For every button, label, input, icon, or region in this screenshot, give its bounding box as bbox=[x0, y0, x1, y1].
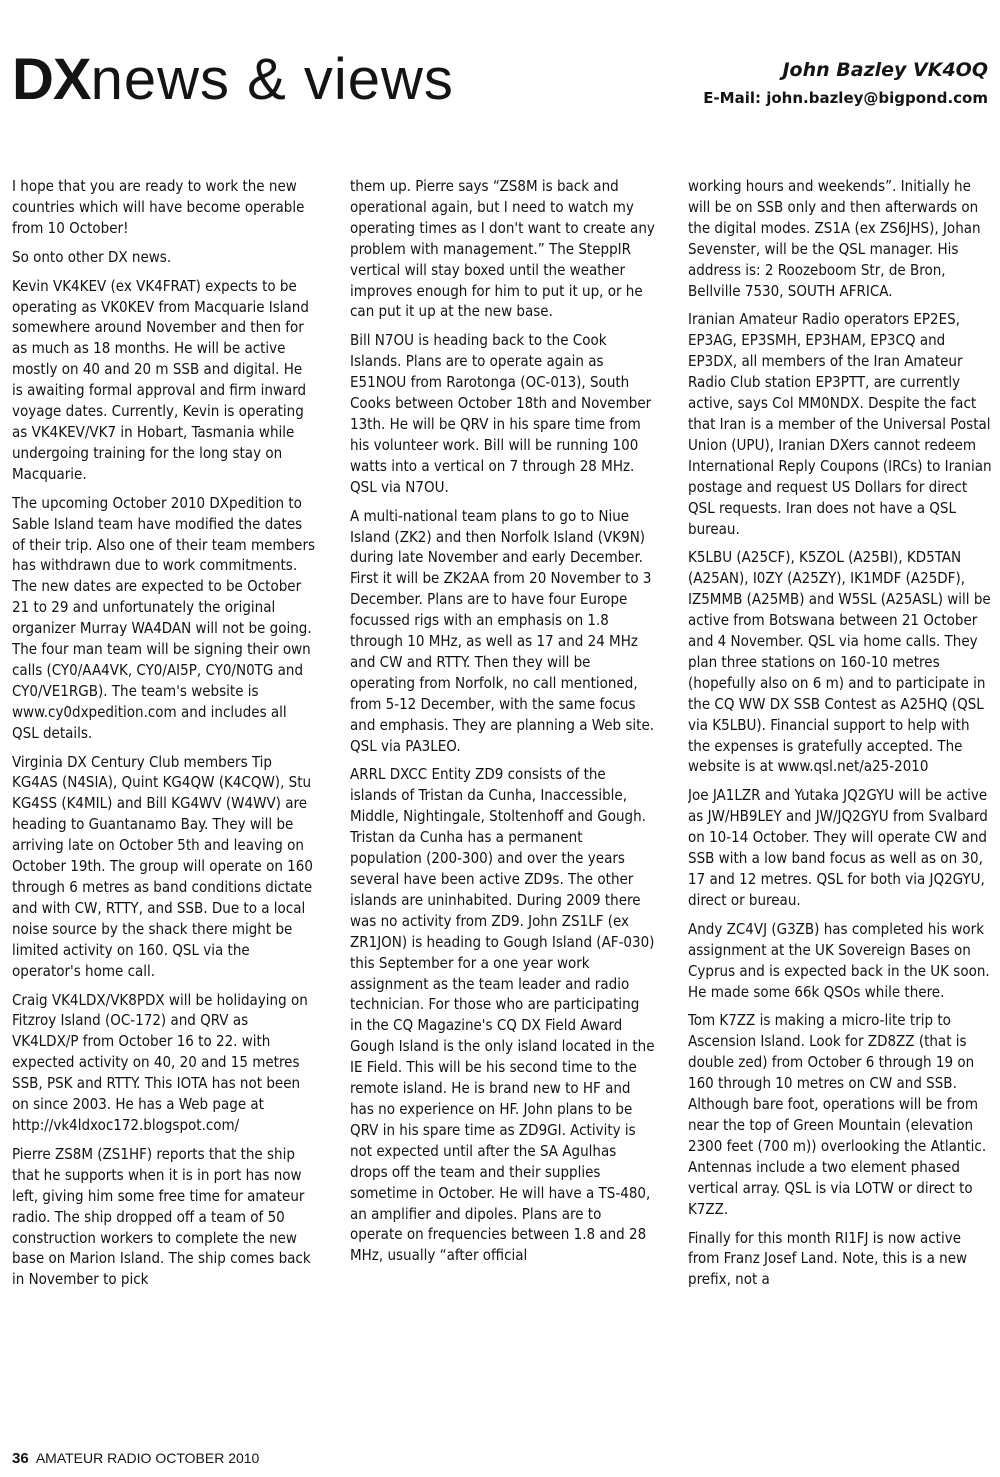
paragraph: I hope that you are ready to work the new countries which will have become operable from 10 October! bbox=[12, 177, 305, 237]
paragraph: The upcoming October 2010 DXpedition to Sable Island team have modified the dates of their trip. Also one of their team members has withdrawn due to work commitments. The new dates are expected to be October 21 to 29 and unfortunately the original organizer Murray WA4DAN will not be going. The four man team will be signing their own calls (CY0/AA4VK, CY0/AI5P, CY0/N0TG and CY0/VE1RGB). The team's website is www.cy0dxpedition.com and includes all QSL details. bbox=[12, 493, 316, 742]
paragraph: Virginia DX Century Club members Tip KG4AS (N4SIA), Quint KG4QW (K4CQW), Stu KG4SS (K4MIL) and Bill KG4WV (W4WV) are heading to Guantanamo Bay. They will be arriving late on October 5th and leaving on October 19th. The group will operate on 160 through 6 metres as band conditions dictate and with CW, RTTY, and SSB. Due to a local noise source by the shack there might be limited activity on 160. QSL via the operator's home call. bbox=[12, 752, 313, 980]
article-column-3 bbox=[688, 176, 993, 1436]
paragraph: So onto other DX news. bbox=[12, 247, 172, 266]
paragraph: ARRL DXCC Entity ZD9 consists of the islands of Tristan da Cunha, Inaccessible, Middle, Nightingale, Stoltenhoff and Gough. Tristan da Cunha has a permanent population (200-300) and over the years several have been active ZD9s. The other islands are uninhabited. During 2009 there was no activity from ZD9. John ZS1LF (ex ZR1JON) is heading to Gough Island (AF-030) this September for a one year work assignment as the team leader and radio technician. For those who are participating in the CQ Magazine's CQ DX Field Award Gough Island is the only island located in the IE Field. This will be his second time to the remote island. He is brand new to HF and has no experience on HF. John plans to be QRV in his spare time as ZD9GI. Activity is not expected until after the SA Agulhas drops off the team and their supplies sometime in October. He will have a TS-480, an amplifier and dipoles. Plans are to operate on frequencies between 1.8 and 28 MHz, usually “after official bbox=[350, 765, 655, 1265]
publication-name: AMATEUR RADIO OCTOBER 2010 bbox=[35, 1450, 260, 1466]
author-email: E-Mail: john.bazley@bigpond.com bbox=[703, 89, 988, 107]
paragraph: working hours and weekends”. Initially he will be on SSB only and then afterwards on the digital modes. ZS1A (ex ZS6JHS), Johan Sevenster, will be the QSL manager. His address is: 2 Roozeboom Str, de Bron, Bellville 7530, SOUTH AFRICA. bbox=[688, 177, 981, 300]
paragraph: Kevin VK4KEV (ex VK4FRAT) expects to be operating as VK0KEV from Macquarie Island somewhere around November and then for as much as 18 months. He will be active mostly on 40 and 20 m SSB and digital. He is awaiting formal approval and firm inward voyage dates. Currently, Kevin is operating as VK4KEV/VK7 in Hobart, Tasmania while undergoing training for the long stay on Macquarie. bbox=[12, 276, 309, 483]
section-title-dx: DX bbox=[12, 47, 91, 112]
article-column-1 bbox=[12, 176, 317, 1436]
paragraph: Andy ZC4VJ (G3ZB) has completed his work assignment at the UK Sovereign Bases on Cyprus and is expected back in the UK soon. He made some 66k QSOs while there. bbox=[688, 919, 990, 1001]
paragraph: Finally for this month RI1FJ is now active from Franz Josef Land. Note, this is a new prefix, not a bbox=[688, 1228, 968, 1289]
page-footer bbox=[12, 1449, 259, 1468]
section-title-rest: news & views bbox=[90, 47, 454, 112]
paragraph: Joe JA1LZR and Yutaka JQ2GYU will be active as JW/HB9LEY and JW/JQ2GYU from Svalbard on 10-14 October. They will operate CW and SSB with a low band focus as well as on 30, 17 and 12 metres. QSL for both via JQ2GYU, direct or bureau. bbox=[688, 786, 988, 909]
paragraph: Bill N7OU is heading back to the Cook Islands. Plans are to operate again as E51NOU from Rarotonga (OC-013), South Cooks between October 18th and November 13th. He will be QRV in his spare time from his volunteer work. Bill will be running 100 watts into a vertical on 7 through 28 MHz. QSL via N7OU. bbox=[350, 331, 652, 496]
paragraph: Iranian Amateur Radio operators EP2ES, EP3AG, EP3SMH, EP3HAM, EP3CQ and EP3DX, all members of the Iran Amateur Radio Club station EP3PTT, are currently active, says Col MM0NDX. Despite the fact that Iran is a member of the Universal Postal Union (UPU), Iranian DXers cannot redeem International Reply Coupons (IRCs) to Iranian postage and request US Dollars for direct QSL requests. Iran does not have a QSL bureau. bbox=[688, 310, 992, 538]
article-column-2 bbox=[350, 176, 655, 1436]
page-number: 36 bbox=[12, 1450, 29, 1467]
paragraph: Tom K7ZZ is making a micro-lite trip to Ascension Island. Look for ZD8ZZ (that is double zed) from October 6 through 19 on 160 through 10 metres on CW and SSB. Although bare foot, operations will be from near the top of Green Mountain (elevation 2300 feet (700 m)) overlooking the Atlantic. Antennas include a two element phased vertical array. QSL is via LOTW or direct to K7ZZ. bbox=[688, 1011, 987, 1218]
paragraph: Craig VK4LDX/VK8PDX will be holidaying on Fitzroy Island (OC-172) and QRV as VK4LDX/P from October 16 to 22. with expected activity on 40, 20 and 15 metres SSB, PSK and RTTY. This IOTA has not been on since 2003. He has a Web page at http://vk4ldxoc172.blogspot.com/ bbox=[12, 990, 308, 1134]
paragraph: them up. Pierre says “ZS8M is back and operational again, but I need to watch my operating times as I don't want to create any problem with management.” The SteppIR vertical will stay boxed until the weather improves enough for him to put it up, or he can put it up at the new base. bbox=[350, 177, 655, 321]
paragraph: A multi-national team plans to go to Niue Island (ZK2) and then Norfolk Island (VK9N) during late November and early December. First it will be ZK2AA from 20 November to 3 December. Plans are to have four Europe focussed rigs with an emphasis on 1.8 through 10 MHz, as well as 17 and 24 MHz and CW and RTTY. Then they will be operating from Norfolk, no call mentioned, from 5-12 December, with the same focus and emphasis. They are planning a Web site. QSL via PA3LEO. bbox=[350, 506, 655, 755]
paragraph: K5LBU (A25CF), K5ZOL (A25BI), KD5TAN (A25AN), I0ZY (A25ZY), IK1MDF (A25DF), IZ5MMB (A25MB) and W5SL (A25ASL) will be active from Botswana between 21 October and 4 November. QSL via home calls. They plan three stations on 160-10 metres (hopefully also on 6 m) and to participate in the CQ WW DX SSB Contest as A25HQ (QSL via K5LBU). Financial support to help with the expenses is gratefully accepted. The website is at www.qsl.net/a25-2010 bbox=[688, 548, 991, 776]
paragraph: Pierre ZS8M (ZS1HF) reports that the ship that he supports when it is in port has now left, giving him some free time for amateur radio. The ship dropped off a team of 50 construction workers to complete the new base on Marion Island. The ship comes back in November to pick bbox=[12, 1144, 311, 1289]
author-byline: John Bazley VK4OQ bbox=[782, 59, 988, 81]
section-title bbox=[12, 48, 454, 112]
page-header bbox=[0, 0, 1000, 140]
